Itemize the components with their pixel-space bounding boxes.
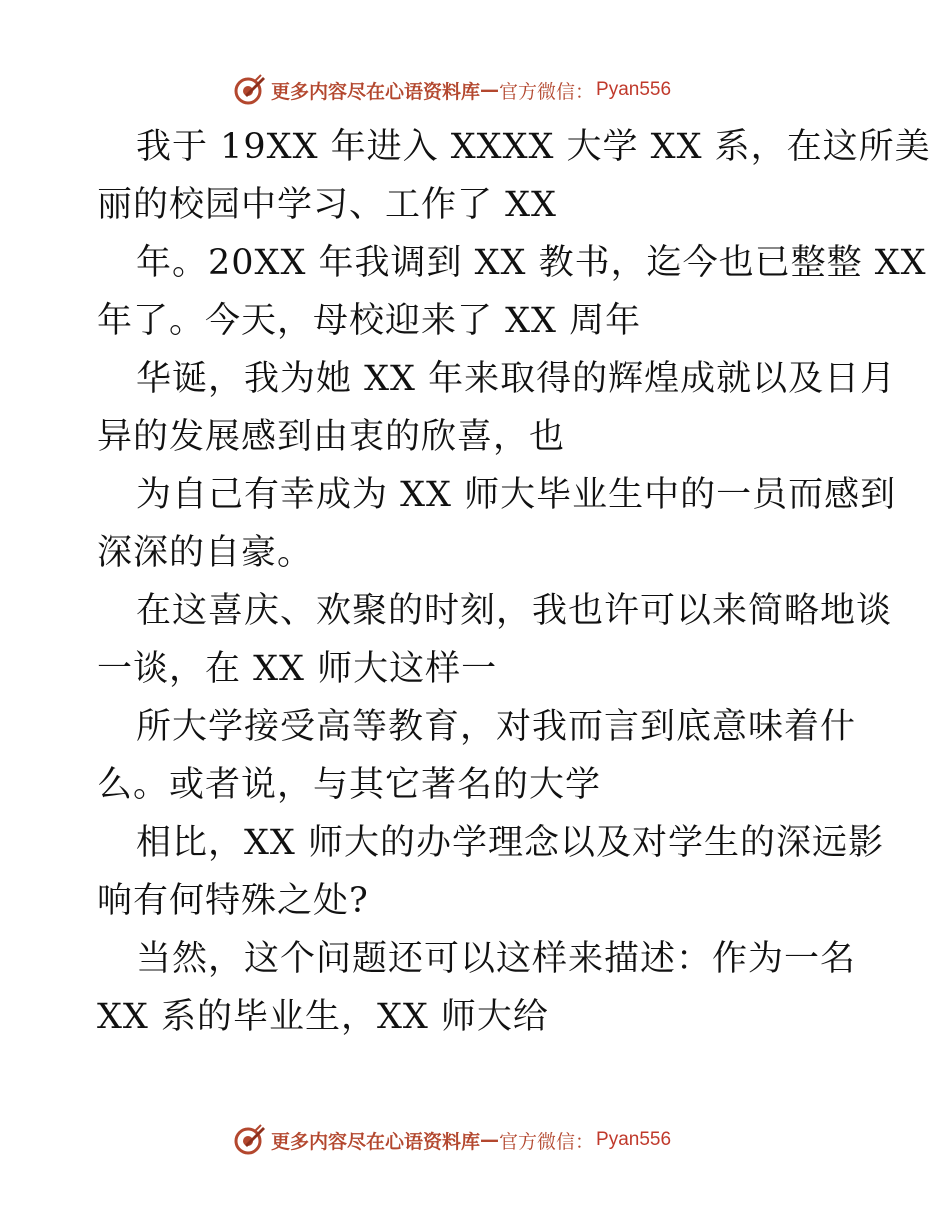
footer-banner-title: 更多内容尽在心语资料库	[271, 1130, 481, 1153]
header-wechat-id: Pyan556	[596, 79, 672, 100]
body-line-11: 所大学接受高等教育，对我而言到底意味着什	[136, 707, 857, 747]
footer-banner	[233, 1120, 713, 1160]
footer-wechat-id: Pyan556	[596, 1129, 672, 1150]
header-banner-title: 更多内容尽在心语资料库	[271, 80, 481, 103]
body-line-16: XX 系的毕业生，XX 师大给	[97, 997, 549, 1037]
document-body	[97, 118, 931, 1046]
header-banner-separator: —	[480, 79, 500, 101]
body-line-9: 在这喜庆、欢聚的时刻，我也许可以来简略地谈	[136, 591, 893, 631]
body-line-10: 一谈，在 XX 师大这样一	[97, 649, 498, 689]
body-line-6: 异的发展感到由衷的欣喜，也	[97, 417, 566, 457]
body-line-8: 深深的自豪。	[97, 533, 314, 573]
header-banner	[233, 70, 713, 110]
footer-wechat-label: 官方微信：	[499, 1130, 595, 1153]
body-line-7: 为自己有幸成为 XX 师大毕业生中的一员而感到	[136, 475, 897, 515]
quill-pen-seal-icon	[233, 1123, 267, 1157]
body-line-2: 丽的校园中学习、工作了 XX	[97, 185, 557, 225]
body-line-12: 么。或者说，与其它著名的大学	[97, 765, 602, 805]
body-line-3: 年。20XX 年我调到 XX 教书，迄今也已整整 XX	[136, 243, 927, 283]
body-line-1: 我于 19XX 年进入 XXXX 大学 XX 系，在这所美	[136, 127, 931, 167]
quill-pen-seal-icon	[233, 73, 267, 107]
header-wechat-label: 官方微信：	[499, 80, 595, 103]
body-line-4: 年了。今天，母校迎来了 XX 周年	[97, 301, 642, 341]
footer-banner-separator: —	[480, 1129, 500, 1151]
body-line-14: 响有何特殊之处?	[97, 881, 369, 921]
body-line-13: 相比，XX 师大的办学理念以及对学生的深远影	[136, 823, 884, 863]
body-line-5: 华诞，我为她 XX 年来取得的辉煌成就以及日月	[136, 359, 897, 399]
body-line-15: 当然，这个问题还可以这样来描述：作为一名	[136, 939, 857, 979]
